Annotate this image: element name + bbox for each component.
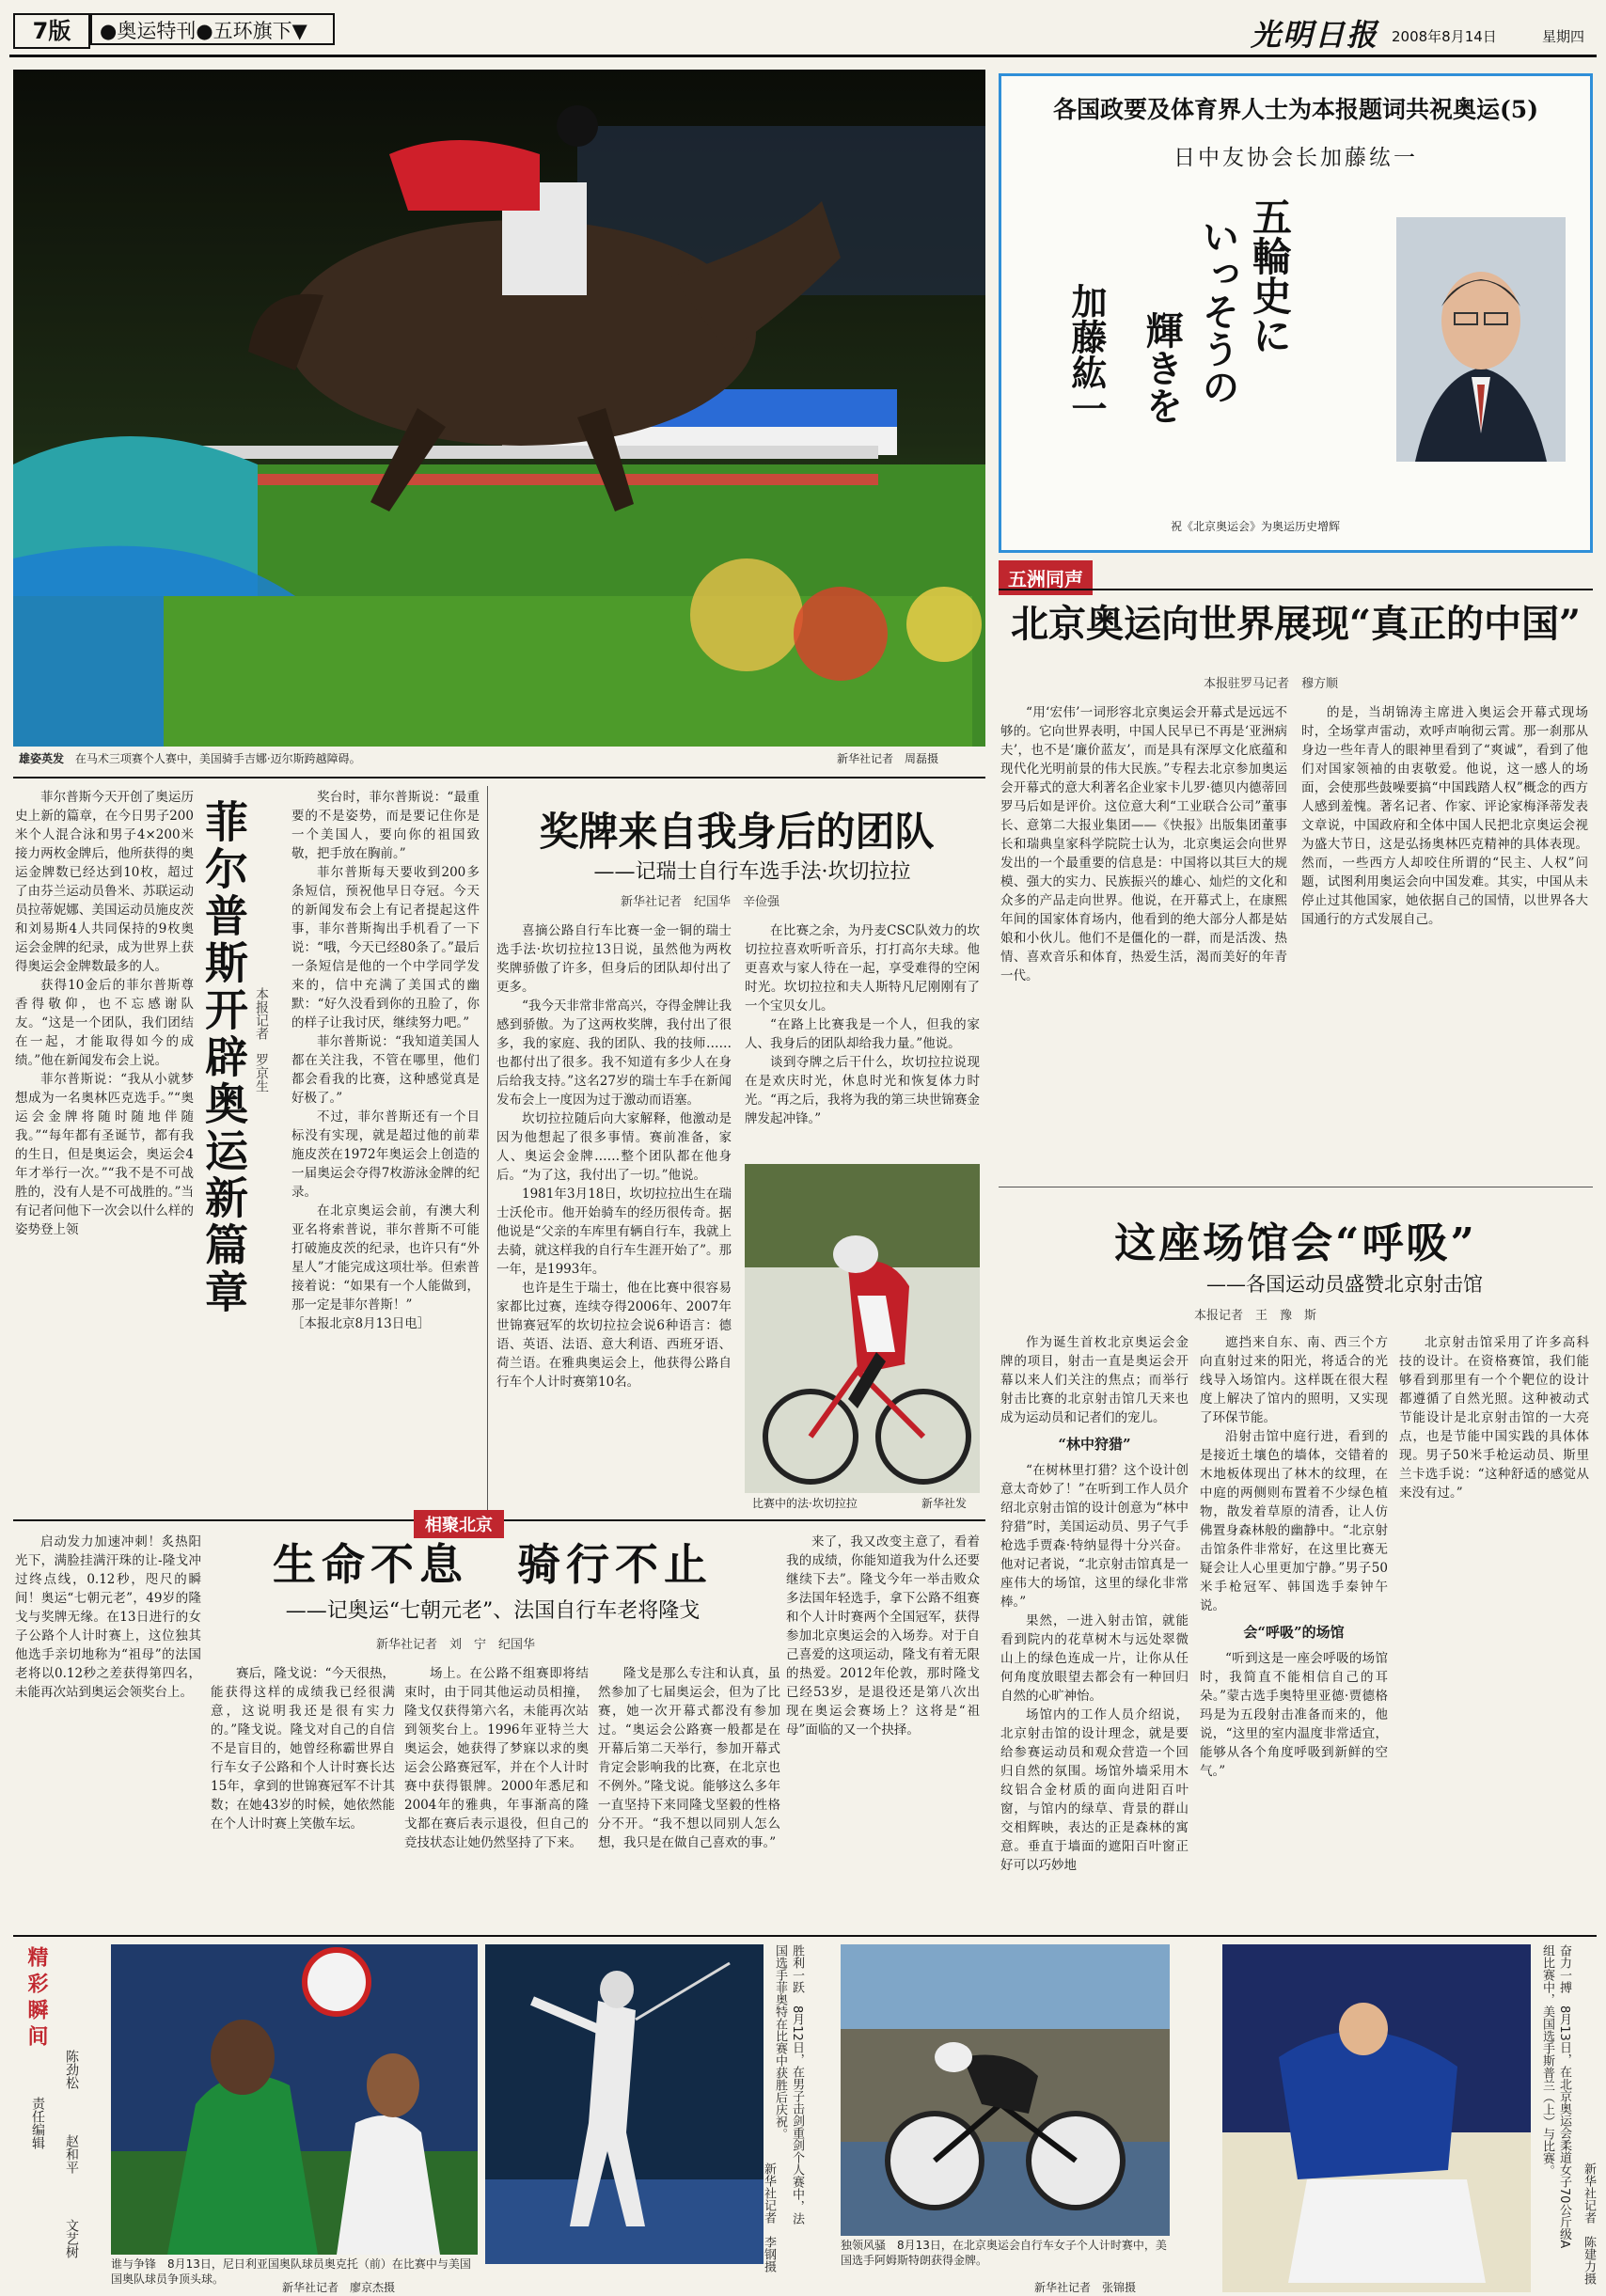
- top-photo-caption-title: 雄姿英发: [19, 752, 65, 765]
- header-rule: [9, 55, 1597, 57]
- venue-subhead-2: 会“呼吸”的场馆: [1243, 1624, 1345, 1641]
- cancellara-p5: 也许是生于瑞士，他在比赛中很容易家都比过赛，连续夺得2006年、2007年世锦赛冠军的坎切拉拉会说6种语言：德语、英语、法语、意大利语、西班牙语、荷兰语。在雅典奥运会上，他获得公路自行车个人计时赛第10名。: [496, 1281, 732, 1390]
- phelps-col-1: [15, 788, 194, 1502]
- venue-subhead: ——各国运动员盛赞北京射击馆: [1206, 1273, 1483, 1296]
- photo-4-caption: 奋力一搏 8月13日，在北京奥运会柔道女子70公斤级A组比赛中，美国选手斯普兰（上）与比赛。: [1540, 1944, 1571, 2249]
- xiangju-subhead: ——记奥运“七朝元老”、法国自行车老将隆戈: [285, 1599, 701, 1623]
- photo-2-caption: 胜利一跃 8月12日，在男子击剑重剑个人赛中，法国选手菲奥特在比赛中获胜后庆祝。: [773, 1944, 804, 2225]
- wuzhou-rule: [999, 589, 1593, 590]
- wuzhou-headline: 北京奥运向世界展现“真正的中国”: [1010, 602, 1581, 646]
- track-cycling-image: [841, 1944, 1170, 2236]
- wuzhou-col-1: [1000, 703, 1287, 1173]
- page-number: 7版: [13, 13, 90, 49]
- phelps-headline: 菲尔普斯开辟奥运新篇章: [198, 799, 249, 1316]
- fencing-photo: [485, 1944, 764, 2264]
- venue-p3: 果然，一进入射击馆，就能看到院内的花草树木与远处翠微山上的绿色连成一片，让你从任何角度放眼望去都会有一种回归自然的心旷神怡。: [1000, 1613, 1189, 1704]
- venue-p4: 场馆内的工作人员介绍说，北京射击馆的设计理念，就是要给参赛运动员和观众营造一个回归自然的氛围。场馆外墙采用木纹铝合金材质的面向进阳百叶窗，与馆内的绿草、背景的群山交相辉映，表达的正是森林的寓意。垂直于墙面的遮阳百叶窗正好可以巧妙地: [1000, 1707, 1189, 1873]
- venue-headline: 这座场馆会“呼吸”: [1114, 1219, 1477, 1267]
- cancellara-headline: 奖牌来自我身后的团队: [539, 809, 935, 855]
- issue-weekday: 星期四: [1542, 28, 1585, 45]
- phelps-col2-2: 菲尔普斯每天要收到200多条短信，预祝他早日夺冠。今天的新闻发布会上有记者提起这件事，菲尔普斯掏出手机看了一下说：“哦，今天已经80条了。”最后一条短信是他的一个中学同学发来的，信中充满了美国式的幽默：“好久没看到你的丑脸了，你的样子让我讨厌，继续努力吧。”: [291, 865, 480, 1030]
- wuzhou-text-1: “用‘宏伟’一词形容北京奥运会开幕式是远远不够的。它向世界表明，中国人民早已不再是‘亚洲病夫’，也不是‘廉价蓝友’，而是具有深厚文化底蕴和现代化光明前景的伟大民族。”专程去北京参加奥运会开幕式的意大利著名企业家卡儿罗·德贝内德蒂回罗马后如是评价。这位意大利“工业联合公司”董事长、意第二大报业集团——《快报》出版集团董事长和瑞典皇家科学院院士认为，北京奥运会向世界发出的一个最重要的信息是：中国将以其巨大的规模、强大的实力、民族振兴的雄心、灿烂的文化和众多的产品走向世界。他说，在开幕式上，在康熙年间的国家体育场内，他看到的绝大部分人都是姑娘和小伙儿。他们不是僵化的一群，而是活泼、热情、喜欢音乐和体育，热爱生活，渴而美好的年青一代。: [1000, 705, 1287, 983]
- venue-p5: 遮挡来自东、南、西三个方向直射过来的阳光，将适合的光线导入场馆内。这样既在很大程度上解决了馆内的照明，又实现了环保节能。: [1200, 1335, 1388, 1425]
- xiangju-byline: 新华社记者 刘 宁 纪国华: [376, 1638, 536, 1652]
- cycling-photo: [841, 1944, 1170, 2236]
- phelps-col2-4: 不过，菲尔普斯还有一个目标没有实现，就是超过他的前辈施皮茨在1972年奥运会上创造的一届奥运会夺得7枚游泳金牌的纪录。: [291, 1109, 480, 1200]
- xiangju-text-1: 启动发力加速冲刺！炙热阳光下，满脸挂满汗珠的让-隆戈冲过终点线，0.12秒，咫尺的瞬间！奥运“七朝元老”，49岁的隆戈与奖牌无缘。在13日进行的女子公路个人计时赛上，这位独其他选手亲切地称为“祖母”的法国老将以0.12秒之差获得第四名，未能再次站到奥运会领奖台上。: [15, 1534, 201, 1700]
- kato-portrait: [1396, 217, 1566, 462]
- wuzhou-col-2: [1301, 703, 1588, 1173]
- calligraphy-col-3: 輝きを: [1140, 311, 1184, 424]
- cancellara-photo-credit: 新华社发: [921, 1497, 968, 1510]
- editor-2: 赵和平: [64, 2134, 79, 2174]
- photo-3-credit: 新华社记者 张锦摄: [1034, 2281, 1137, 2294]
- calligraphy-col-4: 加藤紘一: [1065, 283, 1108, 426]
- venue-p7: “听到这是一座会呼吸的场馆时，我简直不能相信自己的耳朵。”蒙古选手奥特里亚德·贾德格玛是为五段射击准备而来的，他说，“这里的室内温度非常适宜，能够从各个角度呼吸到新鲜的空气。”: [1200, 1651, 1388, 1779]
- cancellara-p3: 坎切拉拉随后向大家解释，他激动是因为他想起了很多事情。赛前准备，家人、奥运会金牌……整个团队都在他身后。“为了这，我付出了一切。”他说。: [496, 1111, 732, 1183]
- phelps-col-2: [291, 788, 480, 1512]
- issue-date: 2008年8月14日: [1392, 28, 1497, 45]
- xiangju-text-4: 隆戈是那么专注和认真，虽然参加了七届奥运会，但为了比赛，她一次开幕式都没有参加过。“奥运会公路赛一般都是在开幕后第二天举行，参加开幕式肯定会影响我的比赛，在北京也不例外。”隆戈说。能够这么多年一直坚持下来同隆戈坚毅的性格分不开。“我不想以同别人怎么想，我只是在做自己喜欢的事。”: [598, 1666, 780, 1850]
- photo-1-credit: 新华社记者 廖京杰摄: [282, 2281, 396, 2294]
- equestrian-photo: [13, 70, 985, 747]
- cancellara-photo-caption: 比赛中的法·坎切拉拉: [752, 1497, 858, 1510]
- calligraphy-col-1: 五輪史に: [1247, 197, 1293, 354]
- phelps-col2-6: ［本报北京8月13日电］: [291, 1316, 431, 1331]
- phelps-para-1: 菲尔普斯今天开创了奥运历史上新的篇章，在今日男子200米个人混合泳和男子4×200米接力两枚金牌后，他所获得的奥运金牌数已经达到10枚，超过了由芬兰运动员鲁米、苏联运动员拉蒂妮娜、美国运动员施皮茨和刘易斯4人共同保持的9枚奥运会金牌的纪录，成为世界上获得奥运会金牌数最多的人。: [15, 790, 194, 974]
- xiangju-headline: 生命不息 骑行不止: [273, 1539, 713, 1590]
- top-photo-caption: [19, 750, 602, 766]
- cancellara-subhead: ——记瑞士自行车选手法·坎切拉拉: [593, 860, 911, 884]
- wuzhou-byline: 本报驻罗马记者 穆方顺: [1204, 677, 1339, 691]
- phelps-divider: [487, 786, 488, 1519]
- cancellara-p4: 1981年3月18日，坎切拉拉出生在瑞士沃伦市。他开始骑车的经历很传奇。据他说是“父亲的车库里有辆自行车，我就上去骑，就这样我的自行车生涯开始了”。那一年，是1993年。: [496, 1187, 732, 1277]
- equestrian-image: [13, 70, 985, 747]
- cancellara-col-2: [745, 921, 980, 1147]
- xiangju-tag: 相聚北京: [414, 1510, 504, 1538]
- judo-photo: [1222, 1944, 1531, 2292]
- judo-image: [1222, 1944, 1531, 2292]
- phelps-para-2: 获得10金后的菲尔普斯尊香得敬仰，也不忘感谢队友。“这是一个团队，我们团结在一起，才能取得如今的成绩。”他在新闻发布会上说。: [15, 978, 194, 1068]
- cancellara-c2-p3: 谈到夺牌之后干什么，坎切拉拉说现在是欢庆时光，休息时光和恢复体力时光。“再之后，我将为我的第三块世锦赛金牌发起冲锋。”: [745, 1055, 980, 1126]
- phelps-col2-1: 奖台时，菲尔普斯说：“最重要的不是姿势，而是要记住你是一个美国人，要向你的祖国致敬，把手放在胸前。”: [291, 790, 480, 861]
- venue-p2: “在树林里打猎？这个设计创意太奇妙了！”在听到工作人员介绍北京射击馆的设计创意为“林中狩猎”时，美国运动员、男子气手枪选手贾森·特纳显得十分兴奋。他对记者说，“北京射击馆真是一座伟大的场馆，这里的绿化非常棒。”: [1000, 1463, 1189, 1610]
- photo-2-credit: 新华社记者 李钢摄: [762, 2162, 776, 2272]
- venue-p8: 北京射击馆采用了许多高科技的设计。在资格赛馆，我们能够看到那里有一个个靶位的设计都遵循了自然光照。这种被动式节能设计是北京射击馆的一大亮点，也是节能中国实践的具体体现。男子50米手枪运动员、斯里兰卡选手说：“这种舒适的感觉从来没有过。”: [1399, 1335, 1589, 1501]
- cancellara-byline: 新华社记者 纪国华 辛俭强: [621, 895, 780, 909]
- kato-portrait-image: [1396, 217, 1566, 462]
- feature-caption: 祝《北京奥运会》为奥运历史增辉: [1171, 520, 1341, 533]
- xiangju-text-3: 场上。在公路不组赛即将结束时，由于同其他运动员相撞，隆戈仅获得第六名，未能再次站到领奖台上。1996年亚特兰大奥运会，她获得了梦寐以求的奥运会公路赛冠军，并在个人计时赛中获得银牌。2000年悉尼和2004年的雅典，年事渐高的隆戈都在赛后表示退役，但自己的竞技状态让她仍然坚持了下来。: [404, 1666, 589, 1850]
- masthead-logo: 光明日报: [1251, 17, 1379, 53]
- wuzhou-text-2: 的是，当胡锦涛主席进入奥运会开幕式现场时，全场掌声雷动，欢呼声响彻云霄。那一刹那从身边一些年青人的眼神里看到了“爽诚”，看到了他们对国家领袖的由衷敬爱。他说，这一感人的场面，会使那些鼓噪要搞“中国践踏人权”概念的西方人感到羞愧。著名记者、作家、评论家梅泽蒂发表文章说，中国政府和全体中国人民把北京奥运会视为盛大节日，这是弘扬奥林匹克精神的具体表现。然而，一些西方人却咬住所谓的“民主、人权”问题，试图利用奥运会向中国发难。其实，中国从未停止过其他国家，她依据自己的国情，以世界各大国通行的方式发展自己。: [1301, 705, 1588, 927]
- xiangju-text-5: 来了，我又改变主意了，看着我的成绩，你能知道我为什么还要继续下去”。隆戈今年一举击败众多法国年轻选手，拿下公路不组赛和个人计时赛两个全国冠军，获得参加北京奥运会的入场券。对于自己喜爱的这项运动，隆戈有着无限的热爱。2012年伦敦，那时隆戈已经53岁，是退役还是第八次出现在奥运会赛场上？这将是“祖母”面临的又一个抉择。: [786, 1534, 980, 1738]
- wuzhou-tag: 五洲同声: [999, 560, 1093, 595]
- phelps-para-3: 菲尔普斯说：“我从小就梦想成为一名奥林匹克选手。”“奥运会金牌将随时随地伴随我。”“每年都有圣诞节，都有我的生日，但是奥运会，奥运会4年才举行一次。”“我不是不可战胜的，没有人是不可战胜的。”当有记者问他下一次会以什么样的姿势登上领: [15, 1072, 194, 1237]
- soccer-photo: [111, 1944, 478, 2255]
- editor-1: 陈劲松: [64, 2050, 79, 2089]
- venue-p6: 沿射击馆中庭行进，看到的是接近土壤色的墙体，交错着的木地板体现出了林木的纹理，在中庭的两侧则布置着不少绿色植物，散发着草原的清香，让人仿佛置身森林般的幽静中。“北京射击馆条件非常好，在这里比赛无疑会让人心里更加宁静。”男子50米手枪冠军、韩国选手秦钟午说。: [1200, 1429, 1388, 1613]
- calligraphy-col-2: いっそうの: [1196, 217, 1240, 405]
- feature-box: [999, 73, 1593, 553]
- xiangju-text-2: 赛后，隆戈说：“今天很热，能获得这样的成绩我已经很满意，这说明我还是很有实力的。”隆戈说。隆戈对自己的自信不是盲目的，她曾经称霸世界自行车女子公路和个人计时赛长达15年，拿到的世锦赛冠军不计其数；在她43岁的时候，她依然能在个人计时赛上笑傲车坛。: [211, 1666, 395, 1832]
- cancellara-col-1: [496, 921, 732, 1514]
- mid-rule: [13, 777, 985, 778]
- venue-byline: 本报记者 王 豫 斯: [1194, 1309, 1317, 1323]
- section-label: ●奥运特刊●五环旗下▼: [90, 13, 335, 45]
- photo-4-credit: 新华社记者 陈建力摄: [1582, 2162, 1596, 2285]
- cyclist-image: [745, 1164, 980, 1493]
- phelps-byline: 本报记者 罗京生: [254, 987, 269, 1093]
- cancellara-photo: [745, 1164, 980, 1493]
- phelps-col2-3: 菲尔普斯说：“我知道美国人都在关注我，不管在哪里，他们都会看我的比赛，这种感觉真是好极了。”: [291, 1034, 480, 1106]
- page-header: [0, 0, 1606, 58]
- fencing-image: [485, 1944, 764, 2264]
- cancellara-p2: “我今天非常非常高兴，夺得金牌让我感到骄傲。为了这两枚奖牌，我付出了很多，我的家庭、我的团队、我的技师……也都付出了很多。我不知道有多少人在身后给我支持。”这名27岁的瑞士车手在新闻发布会上一度因为过于激动而语塞。: [496, 999, 732, 1108]
- editor-3: 文艺树: [64, 2219, 79, 2258]
- top-photo-credit: 新华社记者 周磊摄: [837, 752, 939, 765]
- cancellara-c2-p2: “在路上比赛我是一个人，但我的家人、我身后的团队却给我力量。”他说。: [745, 1017, 980, 1051]
- top-photo-caption-text: 在马术三项赛个人赛中，美国骑手吉娜·迈尔斯跨越障碍。: [74, 752, 361, 765]
- feature-subtitle: 日中友协会长加藤纮一: [1173, 146, 1418, 170]
- cancellara-p1: 喜摘公路自行车比赛一金一铜的瑞士选手法·坎切拉拉13日说，虽然他为两枚奖牌骄傲了许多，但身后的团队却付出了更多。: [496, 923, 732, 995]
- editors-label: 责任编辑: [30, 2097, 45, 2149]
- photo-1-caption: 谁与争锋 8月13日，尼日利亚国奥队球员奥克托（前）在比赛中与美国国奥队球员争顶头球。: [111, 2257, 471, 2286]
- soccer-image: [111, 1944, 478, 2255]
- bottom-strip-rule: [13, 1935, 1597, 1937]
- jingcai-tag: 精彩瞬间: [24, 1946, 49, 2052]
- feature-title: 各国政要及体育界人士为本报题词共祝奥运(5): [1052, 96, 1539, 123]
- venue-subhead-1: “林中狩猎”: [1058, 1436, 1131, 1453]
- photo-3-caption: 独领风骚 8月13日，在北京奥运会自行车女子个人计时赛中，美国选手阿姆斯特朗获得金牌。: [841, 2239, 1167, 2267]
- venue-p1: 作为诞生首枚北京奥运会金牌的项目，射击一直是奥运会开幕以来人们关注的焦点；而举行射击比赛的北京射击馆几天来也成为运动员和记者们的宠儿。: [1000, 1335, 1189, 1425]
- phelps-col2-5: 在北京奥运会前，有澳大利亚名将索普说，菲尔普斯不可能打破施皮茨的纪录，也许只有“外星人”才能完成这项壮举。但索普接着说：“如果有一个人能做到，那一定是菲尔普斯！”: [291, 1203, 480, 1313]
- cancellara-c2-p1: 在比赛之余，为丹麦CSC队效力的坎切拉拉喜欢听听音乐，打打高尔夫球。他更喜欢与家人待在一起，享受难得的空闲时光。坎切拉拉和夫人斯特凡尼刚刚有了一个宝贝女儿。: [745, 923, 980, 1014]
